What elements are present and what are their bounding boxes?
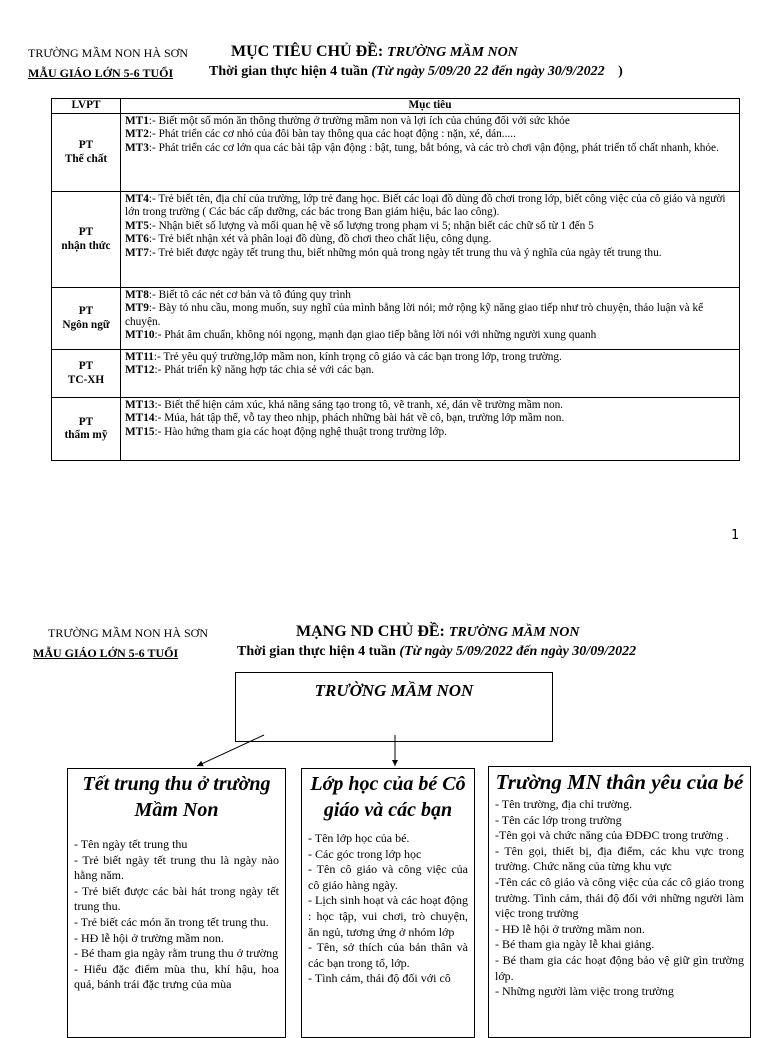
goal-text: :- Phát âm chuẩn, không nói ngọng, mạnh dạn giao tiếp bằng lời nói với những người xung quanh xyxy=(154,329,597,342)
branch-box-school xyxy=(488,766,751,1038)
branch-box-classroom xyxy=(301,768,475,1038)
list-item: -Tên gọi và chức năng của ĐDĐC trong trường . xyxy=(495,828,729,843)
area-name: thẩm mỹ xyxy=(64,429,108,441)
area-label: PT xyxy=(78,415,94,428)
time-range-2: (Từ ngày 5/09/2022 đến ngày 30/09/2022 xyxy=(399,644,637,659)
list-item: - Bé tham gia ngày rằm trung thu ở trường xyxy=(74,946,279,961)
list-item: - Tên lớp học của bé. xyxy=(308,831,410,845)
branch-list-mid-autumn xyxy=(74,837,279,993)
goal-code: MT11 xyxy=(125,351,154,363)
list-item: - HĐ lễ hội ở trường mầm non. xyxy=(74,930,224,945)
area-label: PT xyxy=(78,305,94,318)
area-label: PT xyxy=(78,139,94,152)
column-header-lvpt: LVPT xyxy=(52,99,121,114)
goal-code: MT13 xyxy=(125,399,155,411)
list-item: - Tên gọi, thiết bị, địa điểm, các khu vực trong trường. Chức năng của từng khu vực xyxy=(495,843,744,874)
list-item: - Bé tham gia các hoạt động bảo vệ giữ gìn trường lớp. xyxy=(495,952,744,983)
time-close: ) xyxy=(618,64,623,79)
list-item: - Trẻ biết ngày tết trung thu là ngày nào hằng năm. xyxy=(74,852,279,883)
branch-list-school xyxy=(495,797,744,1000)
goal-code: MT14 xyxy=(125,412,155,425)
list-item: - Tên các lớp trong trường xyxy=(495,812,622,827)
area-label: PT xyxy=(78,360,94,373)
list-item: - Các góc trong lớp học xyxy=(308,846,422,861)
goal-text: :- Biết tô các nét cơ bản và tô đúng quy trình xyxy=(148,289,351,301)
branch-list-classroom xyxy=(308,831,468,987)
title-topic: TRƯỜNG MẦM NON xyxy=(387,45,518,60)
goal-code: MT7 xyxy=(125,246,149,259)
goal-code: MT1 xyxy=(125,115,149,127)
goal-code: MT3 xyxy=(125,141,149,154)
time-range: (Từ ngày 5/09/20 22 đến ngày 30/9/2022 xyxy=(371,64,605,79)
goal-code: MT4 xyxy=(125,193,149,205)
list-item: - Những người làm việc trong trường xyxy=(495,984,674,999)
goal-code: MT6 xyxy=(125,233,149,246)
list-item: - Hiểu đặc điểm mùa thu, khí hậu, hoa quả, bánh trái đặc trưng của mùa xyxy=(74,961,279,992)
list-item: - Trẻ biết được các bài hát trong ngày tết trung thu. xyxy=(74,883,279,914)
root-topic-box: TRƯỜNG MẦM NON xyxy=(235,672,553,742)
branch-title-school: Trường MN thân yêu của bé xyxy=(495,770,744,794)
branch-title-mid-autumn: Tết trung thu ở trường Mầm Non xyxy=(82,773,271,821)
goal-text: :- Phát triển các cơ nhỏ của đôi bàn tay thông qua các hoạt động : nặn, xé, dán..... xyxy=(148,128,516,141)
goal-text: :- Múa, hát tập thể, vỗ tay theo nhịp, phách những bài hát về cô, bạn, trường lớp mầm non. xyxy=(154,412,565,425)
goal-code: MT8 xyxy=(125,289,149,301)
goal-text: :- Trẻ biết nhận xét và phân loại đồ dùng, đồ chơi theo chất liệu, công dụng. xyxy=(148,233,492,246)
goal-code: MT5 xyxy=(125,219,149,232)
list-item: -Tên các cô giáo và công việc của các cô giáo trong trường. Tình cảm, thái độ đối với những người làm việc trong trường xyxy=(495,874,744,921)
list-item: - Tên ngày tết trung thu xyxy=(74,837,188,851)
branch-title-classroom: Lớp học của bé Cô giáo và các bạn xyxy=(310,773,466,821)
goal-text: :- Phát triển kỹ năng hợp tác chia sẻ với các bạn. xyxy=(154,364,375,377)
school-name: TRƯỜNG MẦM NON HÀ SƠN xyxy=(28,46,188,60)
area-name: Ngôn ngữ xyxy=(62,318,110,331)
goal-text: :- Trẻ biết tên, địa chỉ của trường, lớp trẻ đang học. Biết các loại đồ dùng đồ chơi trong lớp, biết công việc của cô giáo và người lớn trong trường ( Các bác cấp dưỡng, các bác trong Ban giám hiệu, bác lao công). xyxy=(125,193,726,219)
time-main: Thời gian thực hiện 4 tuần xyxy=(209,64,368,79)
list-item: - Tình cảm, thái độ đối với cô xyxy=(308,971,451,986)
title-topic-2: TRƯỜNG MẦM NON xyxy=(448,625,580,640)
area-name: nhận thức xyxy=(61,239,111,252)
list-item: - Trẻ biết các món ăn trong tết trung thu. xyxy=(74,914,269,929)
goal-text: :- Bày tỏ nhu cầu, mong muốn, suy nghĩ của mình bằng lời nói; mở rộng kỹ năng giao tiếp như trò chuyện, thảo luận và kể chuyện. xyxy=(125,302,704,328)
goal-text: :- Phát triển các cơ lớn qua các bài tập vận động : bật, tung, bắt bóng, và các trò chơi vận động, phát triển tố chất nhanh, khỏe. xyxy=(148,141,719,154)
title-main-2: MẠNG ND CHỦ ĐỀ: xyxy=(296,623,445,640)
list-item: - Tên, sở thích của bản thân và các bạn trong tổ, lớp. xyxy=(308,940,468,970)
goal-text: :- Hào hứng tham gia các hoạt động nghệ thuật trong trường lớp. xyxy=(154,425,447,438)
school-name-2: TRƯỜNG MẦM NON HÀ SƠN xyxy=(48,626,208,640)
list-item: - Tên cô giáo và công việc của cô giáo hàng ngày. xyxy=(308,862,468,892)
list-item: - Bé tham gia ngày lễ khai giảng. xyxy=(495,937,655,952)
title-main: MỤC TIÊU CHỦ ĐỀ: xyxy=(231,43,384,60)
goal-code: MT9 xyxy=(125,302,149,315)
goal-code: MT2 xyxy=(125,128,149,141)
goal-text: :- Trẻ biết được ngày tết trung thu, biết những món quà trong ngày tết trung thu và ý nghĩa của ngày tết trung thu. xyxy=(148,246,662,259)
list-item: - Lịch sinh hoạt và các hoạt động : học tập, vui chơi, trò chuyện, ăn ngủ, tương ứng ở nhóm lớp xyxy=(308,893,468,939)
time-main-2: Thời gian thực hiện 4 tuần xyxy=(237,644,396,659)
goal-text: :- Nhận biết số lượng và mối quan hệ về số lượng trong phạm vi 5; nhận biết các chữ số từ 1 đến 5 xyxy=(148,219,594,232)
grade-label: MẪU GIÁO LỚN 5-6 TUỔI xyxy=(28,66,174,80)
goal-code: MT15 xyxy=(125,425,155,438)
arrow-left xyxy=(197,735,264,766)
goal-text: :- Trẻ yêu quý trường,lớp mầm non, kính trọng cô giáo và các bạn trong lớp, trong trường. xyxy=(153,351,562,363)
goal-code: MT10 xyxy=(125,329,155,342)
list-item: - HĐ lễ hội ở trường mầm non. xyxy=(495,921,645,936)
column-header-objectives: Mục tiêu xyxy=(121,99,740,114)
page-number: 1 xyxy=(731,528,739,543)
area-name: Thể chất xyxy=(64,152,108,165)
goal-code: MT12 xyxy=(125,364,155,377)
area-label: PT xyxy=(78,226,94,239)
grade-label-2: MẪU GIÁO LỚN 5-6 TUỔI xyxy=(33,646,179,660)
goal-text: :- Biết một số món ăn thông thường ở trường mầm non và lợi ích của chúng đối với sức khỏe xyxy=(148,115,570,127)
goal-text: :- Biết thể hiện cảm xúc, khả năng sáng tạo trong tô, vẽ tranh, xé, dán về trường mầm non. xyxy=(154,399,564,411)
list-item: - Tên trường, địa chỉ trường. xyxy=(495,797,633,811)
branch-box-mid-autumn xyxy=(67,768,286,1038)
area-name: TC-XH xyxy=(67,373,105,386)
